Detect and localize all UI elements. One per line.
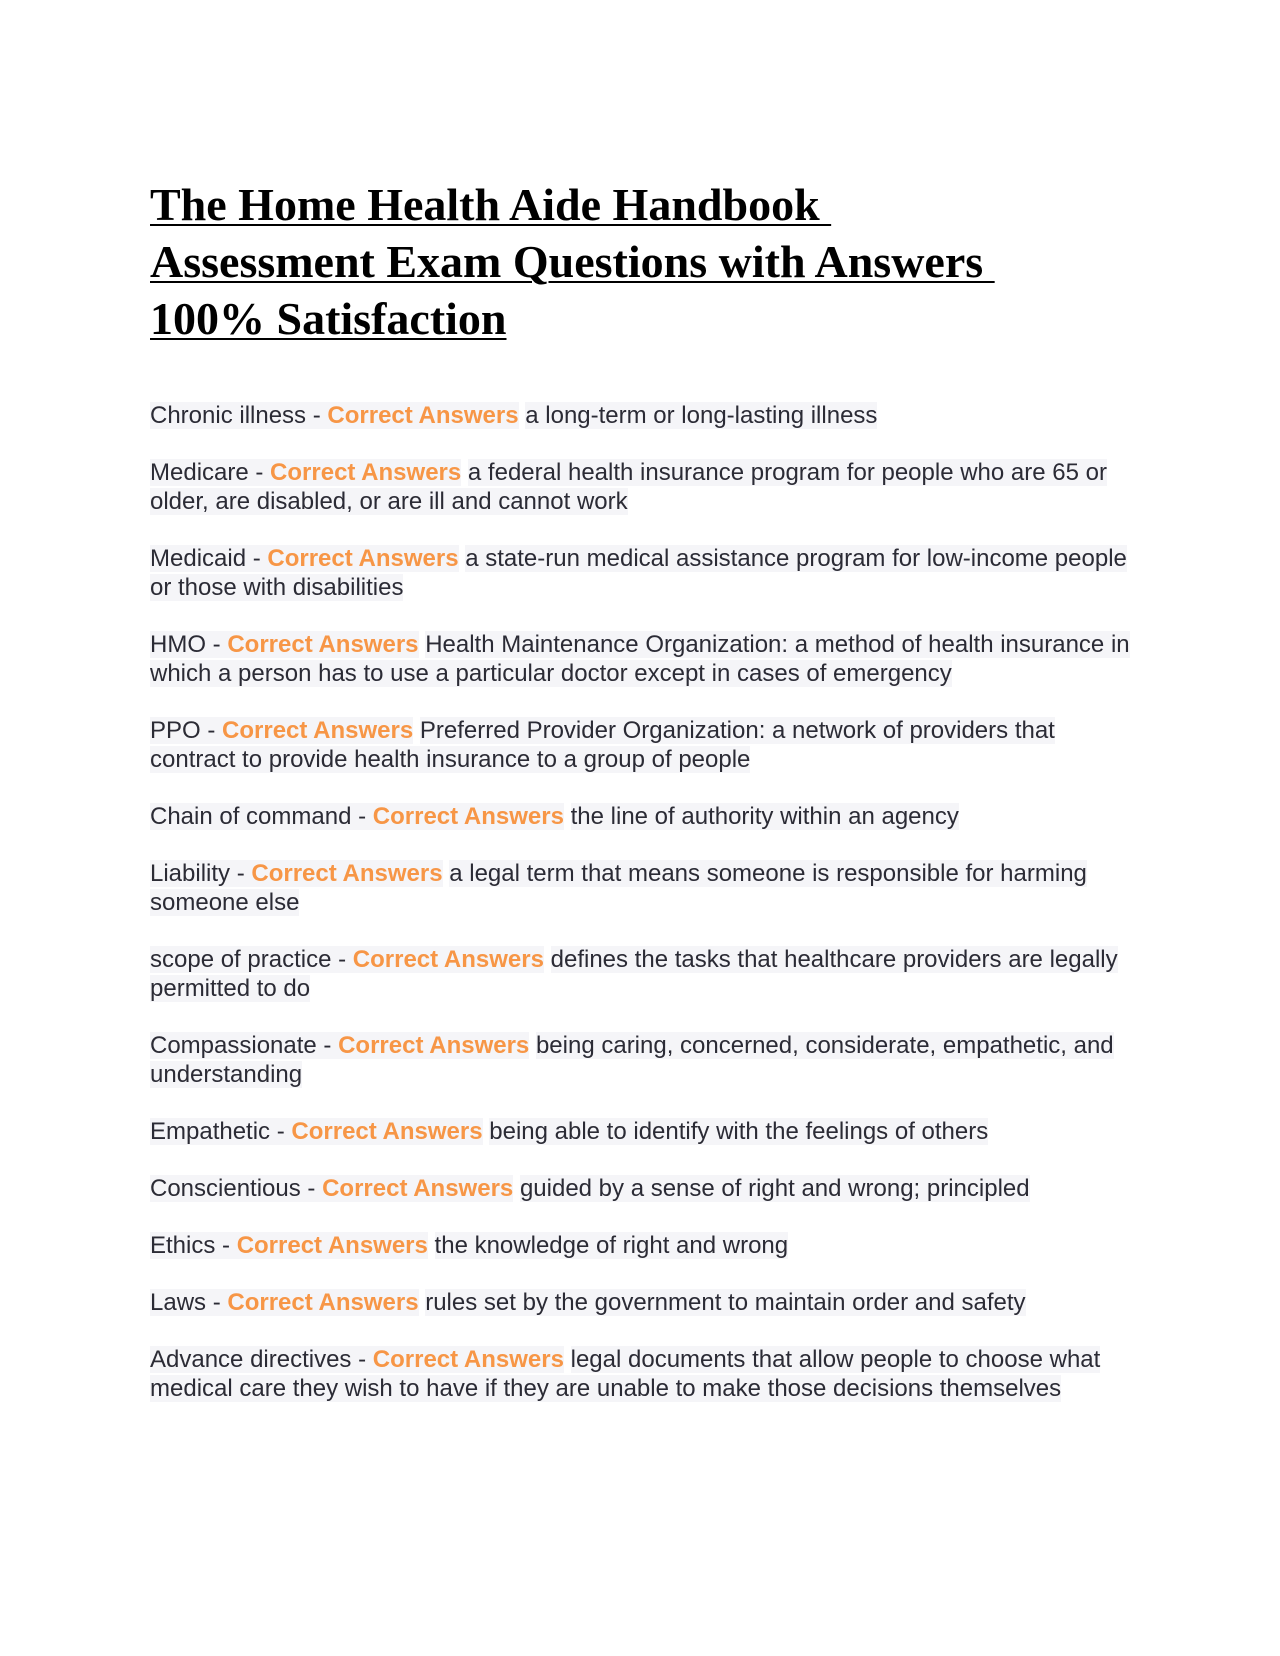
qa-entry [150, 1231, 1130, 1260]
correct-answers-label: Correct Answers [270, 459, 462, 486]
entry-separator: - [351, 1346, 373, 1373]
entry-term: Medicare [150, 459, 249, 486]
document-title [150, 176, 1130, 347]
title-line-1: The Home Health Aide Handbook [150, 179, 832, 230]
entry-separator: - [248, 459, 271, 486]
title-line-3: 100% Satisfaction [150, 293, 507, 344]
entry-term: Empathetic [150, 1118, 271, 1145]
entry-definition: Preferred Provider Organization: a network of providers that contract to provide health insurance to a group of people [150, 717, 1055, 773]
entry-separator: - [351, 803, 373, 830]
entry-term: HMO [150, 631, 206, 658]
entry-term: Laws [150, 1289, 207, 1316]
correct-answers-label: Correct Answers [338, 1032, 530, 1059]
entry-separator: - [206, 631, 228, 658]
entry-term: Liability [150, 860, 231, 887]
entry-definition: defines the tasks that healthcare providers are legally permitted to do [150, 946, 1118, 1002]
qa-entry [150, 1031, 1130, 1089]
correct-answers-label: Correct Answers [372, 1346, 564, 1373]
correct-answers-label: Correct Answers [222, 717, 414, 744]
entry-term: Compassionate [150, 1032, 317, 1059]
entry-separator: - [270, 1118, 292, 1145]
entry-definition: legal documents that allow people to choose what medical care they wish to have if they are unable to make those decisions themselves [150, 1346, 1101, 1402]
entry-definition: a long-term or long-lasting illness [525, 402, 878, 429]
entry-definition: Health Maintenance Organization: a method of health insurance in which a person has to use a particular doctor except in cases of emergency [150, 631, 1130, 687]
title-line-2: Assessment Exam Questions with Answers [150, 236, 995, 287]
qa-entry [150, 802, 1130, 831]
entry-definition: guided by a sense of right and wrong; principled [519, 1175, 1030, 1202]
qa-entry [150, 401, 1130, 430]
entry-separator: - [331, 946, 353, 973]
entry-definition: a federal health insurance program for people who are 65 or older, are disabled, or are ill and cannot work [150, 459, 1107, 515]
entry-separator: - [200, 717, 223, 744]
entry-term: scope of practice [150, 946, 332, 973]
entry-definition: a legal term that means someone is responsible for harming someone else [150, 860, 1087, 916]
correct-answers-label: Correct Answers [227, 631, 419, 658]
entry-separator: - [300, 1175, 323, 1202]
entry-definition: being able to identify with the feelings of others [489, 1118, 989, 1145]
qa-entry [150, 1174, 1130, 1203]
qa-entry [150, 859, 1130, 917]
entry-term: Chronic illness [150, 402, 307, 429]
entry-term: Chain of command [150, 803, 352, 830]
entry-separator: - [246, 545, 268, 572]
entry-separator: - [230, 860, 252, 887]
entry-definition: the line of authority within an agency [570, 803, 959, 830]
qa-entry [150, 458, 1130, 516]
entry-term: PPO [150, 717, 201, 744]
correct-answers-label: Correct Answers [327, 402, 519, 429]
entry-separator: - [306, 402, 328, 429]
qa-list [150, 401, 1130, 1403]
entry-separator: - [316, 1032, 339, 1059]
entry-definition: a state-run medical assistance program for low-income people or those with disabilities [150, 545, 1127, 601]
entry-term: Ethics [150, 1232, 216, 1259]
qa-entry [150, 630, 1130, 688]
qa-entry [150, 1345, 1130, 1403]
correct-answers-label: Correct Answers [251, 860, 443, 887]
entry-term: Advance directives [150, 1346, 352, 1373]
entry-definition: being caring, concerned, considerate, empathetic, and understanding [150, 1032, 1114, 1088]
correct-answers-label: Correct Answers [322, 1175, 514, 1202]
qa-entry [150, 1117, 1130, 1146]
entry-separator: - [206, 1289, 228, 1316]
correct-answers-label: Correct Answers [352, 946, 544, 973]
correct-answers-label: Correct Answers [267, 545, 459, 572]
correct-answers-label: Correct Answers [291, 1118, 483, 1145]
entry-definition: the knowledge of right and wrong [434, 1232, 789, 1259]
correct-answers-label: Correct Answers [236, 1232, 428, 1259]
entry-definition: rules set by the government to maintain order and safety [425, 1289, 1026, 1316]
entry-separator: - [215, 1232, 237, 1259]
entry-term: Conscientious [150, 1175, 301, 1202]
qa-entry [150, 945, 1130, 1003]
qa-entry [150, 1288, 1130, 1317]
correct-answers-label: Correct Answers [372, 803, 564, 830]
entry-term: Medicaid [150, 545, 247, 572]
qa-entry [150, 544, 1130, 602]
document-page [150, 176, 1130, 1431]
correct-answers-label: Correct Answers [227, 1289, 419, 1316]
qa-entry [150, 716, 1130, 774]
